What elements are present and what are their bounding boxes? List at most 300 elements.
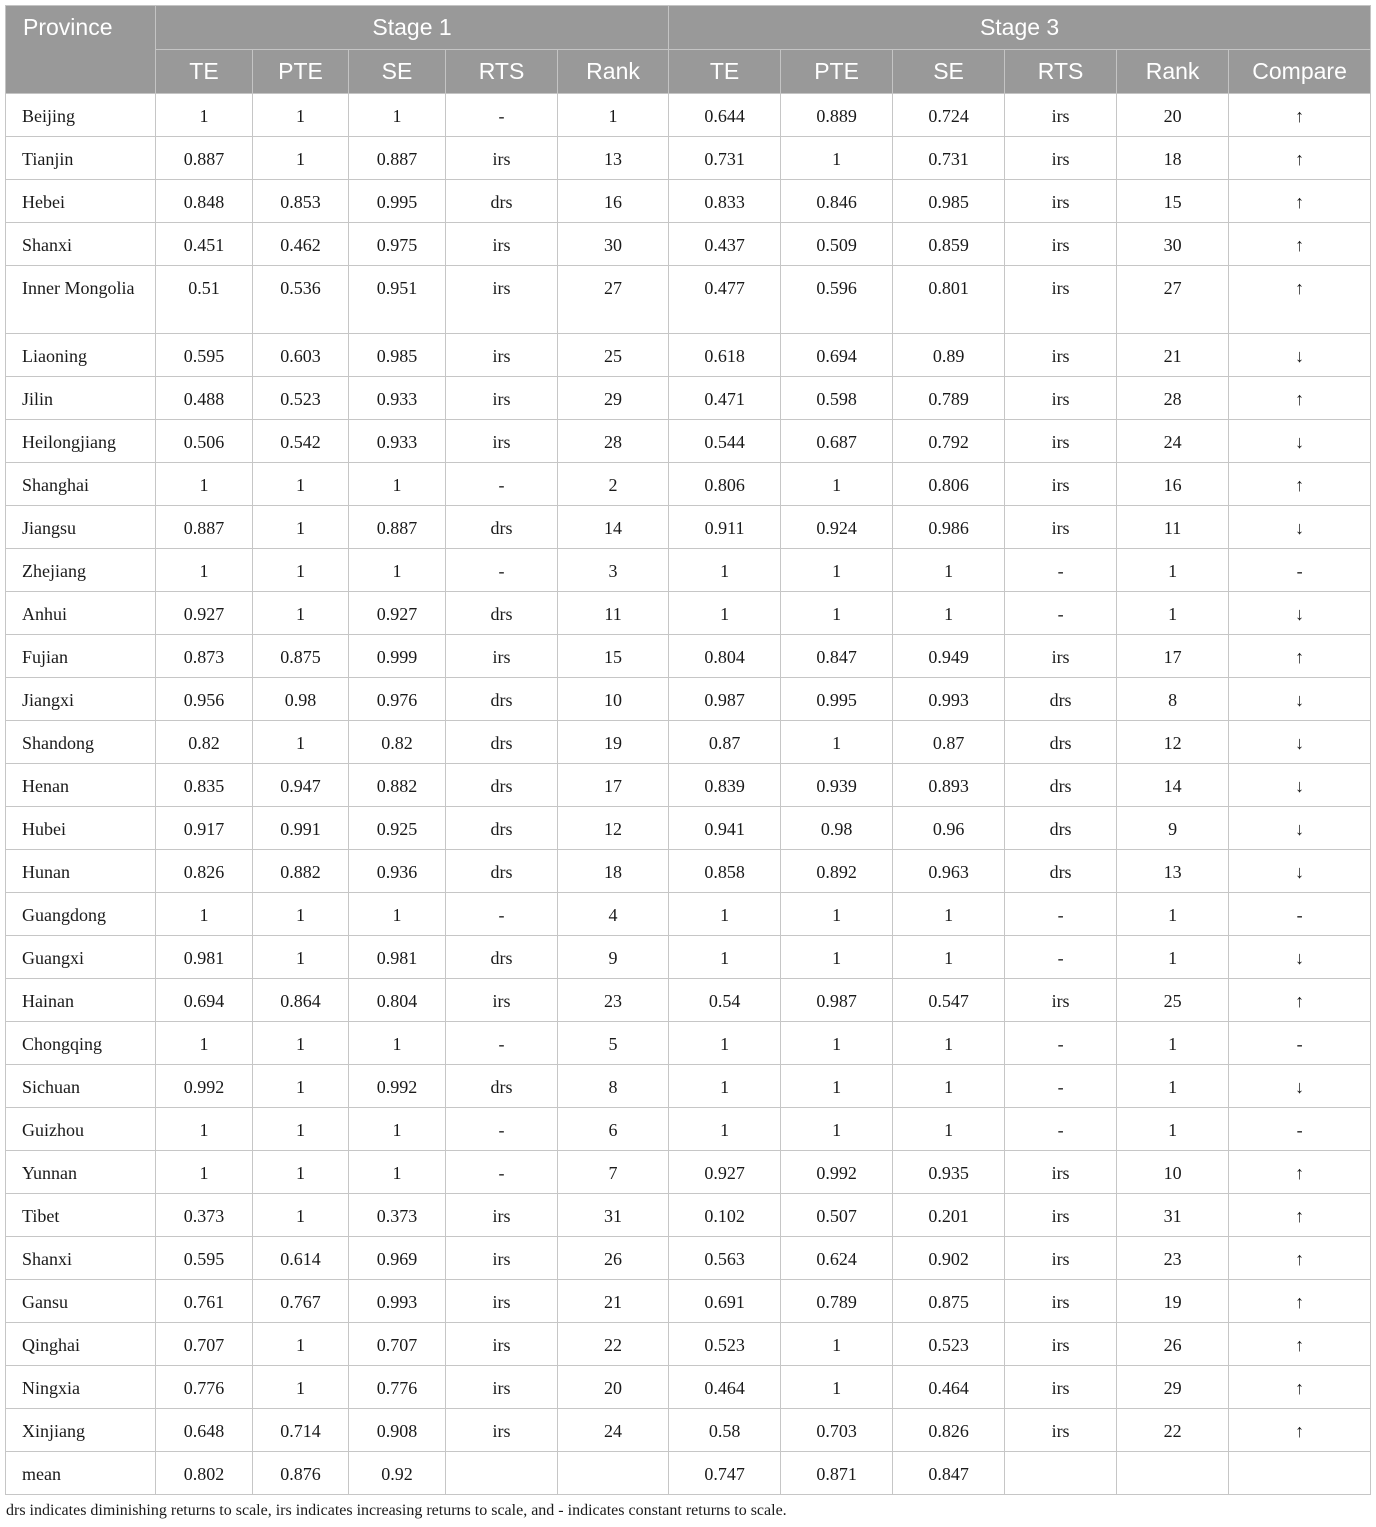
header-stage1-rts: RTS	[446, 50, 558, 94]
cell-province: Xinjiang	[6, 1409, 156, 1452]
cell-compare: ↓	[1229, 678, 1371, 721]
cell-stage1-rank: 12	[558, 807, 669, 850]
cell-stage3-rts: -	[1005, 1022, 1117, 1065]
cell-stage1-pte: 1	[253, 506, 349, 549]
cell-stage3-rts: irs	[1005, 1366, 1117, 1409]
cell-stage3-rts: irs	[1005, 377, 1117, 420]
table-row	[6, 377, 1371, 420]
cell-stage3-rank: 1	[1117, 1108, 1229, 1151]
cell-stage3-pte: 0.889	[781, 94, 893, 137]
cell-stage3-rts: irs	[1005, 137, 1117, 180]
header-compare: Compare	[1229, 50, 1371, 94]
cell-stage3-te: 0.563	[669, 1237, 781, 1280]
cell-compare: ↓	[1229, 506, 1371, 549]
cell-stage1-se: 0.933	[349, 377, 446, 420]
cell-stage3-pte: 1	[781, 721, 893, 764]
table-row	[6, 1194, 1371, 1237]
table-row	[6, 506, 1371, 549]
cell-province: Liaoning	[6, 334, 156, 377]
cell-stage1-rts: -	[446, 893, 558, 936]
cell-stage1-te: 0.373	[156, 1194, 253, 1237]
cell-stage1-pte: 0.882	[253, 850, 349, 893]
cell-stage3-rank: 1	[1117, 549, 1229, 592]
cell-stage1-pte: 0.767	[253, 1280, 349, 1323]
cell-stage3-rts: drs	[1005, 807, 1117, 850]
cell-province: Sichuan	[6, 1065, 156, 1108]
cell-stage1-rts: irs	[446, 223, 558, 266]
header-stage1-se: SE	[349, 50, 446, 94]
table-row	[6, 266, 1371, 334]
cell-stage3-pte: 1	[781, 1022, 893, 1065]
cell-stage3-rts: -	[1005, 1065, 1117, 1108]
cell-stage3-se: 0.201	[893, 1194, 1005, 1237]
cell-stage3-te: 0.54	[669, 979, 781, 1022]
cell-stage3-te: 0.806	[669, 463, 781, 506]
cell-stage3-se: 0.801	[893, 266, 1005, 334]
cell-stage1-te: 0.451	[156, 223, 253, 266]
cell-stage3-rts: -	[1005, 936, 1117, 979]
table-row	[6, 979, 1371, 1022]
cell-stage3-se: 1	[893, 1108, 1005, 1151]
cell-stage1-se: 1	[349, 94, 446, 137]
cell-stage3-se: 0.893	[893, 764, 1005, 807]
table-row	[6, 1452, 1371, 1495]
cell-stage1-se: 0.951	[349, 266, 446, 334]
cell-stage1-rank: 19	[558, 721, 669, 764]
header-stage1-rank: Rank	[558, 50, 669, 94]
cell-province: Anhui	[6, 592, 156, 635]
cell-stage3-se: 1	[893, 1022, 1005, 1065]
cell-stage1-rts: irs	[446, 137, 558, 180]
cell-compare: ↓	[1229, 592, 1371, 635]
cell-stage1-rts: -	[446, 549, 558, 592]
cell-stage3-rts: irs	[1005, 979, 1117, 1022]
cell-stage1-pte: 0.603	[253, 334, 349, 377]
cell-stage3-se: 0.875	[893, 1280, 1005, 1323]
cell-stage3-rts: drs	[1005, 678, 1117, 721]
cell-stage1-te: 0.956	[156, 678, 253, 721]
cell-stage3-rts: irs	[1005, 94, 1117, 137]
cell-stage3-se: 0.547	[893, 979, 1005, 1022]
cell-compare: ↓	[1229, 1065, 1371, 1108]
cell-province: Qinghai	[6, 1323, 156, 1366]
cell-stage3-pte: 0.596	[781, 266, 893, 334]
header-stage3-pte: PTE	[781, 50, 893, 94]
cell-stage3-pte: 0.939	[781, 764, 893, 807]
cell-stage1-rts: irs	[446, 635, 558, 678]
cell-stage3-rts: -	[1005, 549, 1117, 592]
cell-stage3-rank: 20	[1117, 94, 1229, 137]
cell-compare: ↑	[1229, 94, 1371, 137]
cell-stage3-pte: 1	[781, 592, 893, 635]
cell-stage3-pte: 0.892	[781, 850, 893, 893]
cell-province: Ningxia	[6, 1366, 156, 1409]
cell-stage3-rank: 1	[1117, 936, 1229, 979]
cell-stage3-rts: irs	[1005, 1237, 1117, 1280]
cell-stage1-rank: 5	[558, 1022, 669, 1065]
cell-stage1-se: 0.999	[349, 635, 446, 678]
cell-stage1-rank: 23	[558, 979, 669, 1022]
cell-stage3-se: 0.963	[893, 850, 1005, 893]
cell-province: Shanxi	[6, 223, 156, 266]
cell-stage1-te: 0.776	[156, 1366, 253, 1409]
cell-stage3-te: 0.839	[669, 764, 781, 807]
cell-stage1-rank: 24	[558, 1409, 669, 1452]
cell-stage1-pte: 1	[253, 1194, 349, 1237]
cell-stage1-te: 0.707	[156, 1323, 253, 1366]
cell-stage1-rank: 2	[558, 463, 669, 506]
header-stage3-rts: RTS	[1005, 50, 1117, 94]
cell-compare: -	[1229, 1108, 1371, 1151]
cell-stage1-te: 0.917	[156, 807, 253, 850]
cell-stage1-te: 0.981	[156, 936, 253, 979]
header-stage1: Stage 1	[156, 6, 669, 50]
cell-stage1-se: 0.936	[349, 850, 446, 893]
cell-stage3-rank: 31	[1117, 1194, 1229, 1237]
cell-stage1-rank: 4	[558, 893, 669, 936]
cell-stage3-pte: 0.987	[781, 979, 893, 1022]
cell-stage1-se: 0.993	[349, 1280, 446, 1323]
cell-stage1-te: 0.595	[156, 1237, 253, 1280]
cell-stage3-rts: -	[1005, 1108, 1117, 1151]
cell-compare: ↑	[1229, 1280, 1371, 1323]
cell-stage1-se: 0.82	[349, 721, 446, 764]
table-row	[6, 850, 1371, 893]
cell-stage1-se: 0.908	[349, 1409, 446, 1452]
cell-stage1-te: 0.826	[156, 850, 253, 893]
cell-stage1-pte: 1	[253, 1108, 349, 1151]
cell-stage1-pte: 0.98	[253, 678, 349, 721]
cell-stage1-te: 0.82	[156, 721, 253, 764]
cell-stage3-pte: 0.507	[781, 1194, 893, 1237]
cell-stage1-te: 1	[156, 463, 253, 506]
cell-compare: ↑	[1229, 1366, 1371, 1409]
cell-stage1-pte: 0.536	[253, 266, 349, 334]
cell-stage1-pte: 1	[253, 893, 349, 936]
cell-stage3-rank: 9	[1117, 807, 1229, 850]
cell-stage1-pte: 0.947	[253, 764, 349, 807]
cell-stage1-rank: 29	[558, 377, 669, 420]
cell-stage1-te: 0.927	[156, 592, 253, 635]
cell-stage3-rank: 22	[1117, 1409, 1229, 1452]
cell-stage3-rts: irs	[1005, 420, 1117, 463]
cell-stage3-rank: 1	[1117, 1065, 1229, 1108]
cell-stage3-rank: 30	[1117, 223, 1229, 266]
table-row	[6, 94, 1371, 137]
cell-stage1-pte: 0.523	[253, 377, 349, 420]
cell-province: Chongqing	[6, 1022, 156, 1065]
cell-stage1-rank: 15	[558, 635, 669, 678]
cell-province: Beijing	[6, 94, 156, 137]
table-footnote: drs indicates diminishing returns to scale, irs indicates increasing returns to scale, and - indicates constant returns to scale.	[6, 1502, 787, 1519]
cell-province: Tianjin	[6, 137, 156, 180]
cell-stage1-se: 0.976	[349, 678, 446, 721]
cell-stage1-se: 1	[349, 1022, 446, 1065]
table-header	[6, 6, 1371, 94]
cell-stage1-rts: drs	[446, 807, 558, 850]
cell-stage3-te: 0.87	[669, 721, 781, 764]
cell-stage3-se: 0.724	[893, 94, 1005, 137]
cell-compare: ↑	[1229, 1237, 1371, 1280]
cell-stage1-rts: -	[446, 94, 558, 137]
cell-stage1-se: 0.887	[349, 137, 446, 180]
cell-stage3-te: 0.927	[669, 1151, 781, 1194]
header-stage3-rank: Rank	[1117, 50, 1229, 94]
cell-province: Guangdong	[6, 893, 156, 936]
cell-stage3-rank: 17	[1117, 635, 1229, 678]
cell-stage3-te: 0.544	[669, 420, 781, 463]
cell-stage3-rank: 8	[1117, 678, 1229, 721]
cell-stage3-te: 0.941	[669, 807, 781, 850]
cell-stage1-te: 0.506	[156, 420, 253, 463]
cell-province: Jiangsu	[6, 506, 156, 549]
cell-stage1-rank: 1	[558, 94, 669, 137]
table-row	[6, 1366, 1371, 1409]
cell-compare: ↓	[1229, 936, 1371, 979]
cell-stage1-te: 1	[156, 1108, 253, 1151]
cell-stage1-te: 1	[156, 893, 253, 936]
cell-stage1-rts: irs	[446, 1194, 558, 1237]
cell-stage3-rts: -	[1005, 592, 1117, 635]
cell-stage3-pte: 0.846	[781, 180, 893, 223]
cell-stage1-pte: 1	[253, 1065, 349, 1108]
cell-stage1-rts: drs	[446, 721, 558, 764]
cell-stage1-te: 0.835	[156, 764, 253, 807]
cell-province: Hubei	[6, 807, 156, 850]
cell-stage1-rank: 14	[558, 506, 669, 549]
cell-stage3-rts: drs	[1005, 764, 1117, 807]
cell-stage3-rts: irs	[1005, 1151, 1117, 1194]
cell-stage1-rank: 13	[558, 137, 669, 180]
cell-stage3-te: 0.102	[669, 1194, 781, 1237]
cell-stage3-se: 1	[893, 936, 1005, 979]
table-row	[6, 1022, 1371, 1065]
cell-stage3-te: 0.464	[669, 1366, 781, 1409]
cell-stage3-te: 0.471	[669, 377, 781, 420]
cell-compare: ↓	[1229, 420, 1371, 463]
cell-compare: -	[1229, 549, 1371, 592]
cell-stage3-se: 0.986	[893, 506, 1005, 549]
cell-stage1-se: 1	[349, 463, 446, 506]
cell-stage3-rts: irs	[1005, 1323, 1117, 1366]
cell-compare: ↑	[1229, 377, 1371, 420]
cell-stage1-pte: 1	[253, 463, 349, 506]
cell-stage1-rts: irs	[446, 979, 558, 1022]
cell-stage3-pte: 1	[781, 936, 893, 979]
cell-stage3-te: 0.858	[669, 850, 781, 893]
cell-stage1-se: 0.927	[349, 592, 446, 635]
cell-stage3-se: 0.789	[893, 377, 1005, 420]
cell-stage3-te: 0.691	[669, 1280, 781, 1323]
table-row	[6, 1280, 1371, 1323]
cell-province: Hainan	[6, 979, 156, 1022]
cell-stage3-pte: 1	[781, 463, 893, 506]
cell-stage1-rank: 30	[558, 223, 669, 266]
cell-stage3-rank: 13	[1117, 850, 1229, 893]
table-row	[6, 635, 1371, 678]
cell-stage3-rank: 14	[1117, 764, 1229, 807]
cell-stage3-se: 0.847	[893, 1452, 1005, 1495]
cell-stage1-rank: 17	[558, 764, 669, 807]
table-row	[6, 180, 1371, 223]
cell-stage1-rts: drs	[446, 678, 558, 721]
cell-stage3-rank: 26	[1117, 1323, 1229, 1366]
cell-stage3-rank: 24	[1117, 420, 1229, 463]
cell-stage3-pte: 1	[781, 893, 893, 936]
cell-stage1-se: 1	[349, 893, 446, 936]
cell-stage3-te: 0.644	[669, 94, 781, 137]
cell-province: Yunnan	[6, 1151, 156, 1194]
cell-stage3-te: 0.804	[669, 635, 781, 678]
cell-stage3-rank: 1	[1117, 1022, 1229, 1065]
cell-stage1-rank: 8	[558, 1065, 669, 1108]
cell-stage1-pte: 0.864	[253, 979, 349, 1022]
cell-stage3-rts: irs	[1005, 1409, 1117, 1452]
cell-stage3-se: 0.902	[893, 1237, 1005, 1280]
cell-stage3-pte: 0.992	[781, 1151, 893, 1194]
cell-stage3-rts: irs	[1005, 223, 1117, 266]
cell-stage1-rank: 28	[558, 420, 669, 463]
cell-stage1-rts: irs	[446, 377, 558, 420]
cell-stage1-te: 1	[156, 94, 253, 137]
cell-stage3-se: 0.985	[893, 180, 1005, 223]
cell-province: Heilongjiang	[6, 420, 156, 463]
cell-stage1-se: 0.776	[349, 1366, 446, 1409]
cell-stage3-rts	[1005, 1452, 1117, 1495]
cell-stage1-rank: 9	[558, 936, 669, 979]
cell-stage3-se: 0.87	[893, 721, 1005, 764]
cell-stage1-pte: 0.462	[253, 223, 349, 266]
cell-stage1-rts: irs	[446, 1366, 558, 1409]
cell-stage3-rts: drs	[1005, 721, 1117, 764]
table-row	[6, 420, 1371, 463]
cell-stage3-se: 1	[893, 1065, 1005, 1108]
cell-stage1-rank: 10	[558, 678, 669, 721]
cell-stage1-se: 0.985	[349, 334, 446, 377]
cell-stage1-pte: 0.542	[253, 420, 349, 463]
cell-stage1-pte: 1	[253, 1366, 349, 1409]
cell-stage3-te: 0.833	[669, 180, 781, 223]
cell-stage1-rts: irs	[446, 1409, 558, 1452]
cell-stage1-se: 0.975	[349, 223, 446, 266]
cell-stage1-te: 0.992	[156, 1065, 253, 1108]
table-row	[6, 334, 1371, 377]
cell-stage3-rank: 23	[1117, 1237, 1229, 1280]
cell-province: Fujian	[6, 635, 156, 678]
cell-stage3-rank: 28	[1117, 377, 1229, 420]
cell-stage3-pte: 0.924	[781, 506, 893, 549]
cell-stage3-pte: 1	[781, 1065, 893, 1108]
cell-compare: ↑	[1229, 266, 1371, 334]
cell-stage3-pte: 0.703	[781, 1409, 893, 1452]
cell-stage1-te: 0.848	[156, 180, 253, 223]
table-row	[6, 1409, 1371, 1452]
cell-stage1-pte: 0.853	[253, 180, 349, 223]
cell-stage3-rts: drs	[1005, 850, 1117, 893]
header-stage3-te: TE	[669, 50, 781, 94]
cell-stage1-rts: drs	[446, 506, 558, 549]
cell-stage3-se: 1	[893, 592, 1005, 635]
cell-stage3-se: 0.89	[893, 334, 1005, 377]
cell-stage3-se: 1	[893, 893, 1005, 936]
cell-stage1-rank: 22	[558, 1323, 669, 1366]
cell-stage3-te: 0.477	[669, 266, 781, 334]
efficiency-table	[5, 5, 1371, 1495]
cell-stage1-rts: irs	[446, 1237, 558, 1280]
cell-stage1-se: 0.887	[349, 506, 446, 549]
cell-stage3-te: 0.731	[669, 137, 781, 180]
cell-stage3-se: 0.464	[893, 1366, 1005, 1409]
cell-compare	[1229, 1452, 1371, 1495]
cell-stage1-te: 1	[156, 1022, 253, 1065]
cell-stage1-rts: drs	[446, 180, 558, 223]
table-row	[6, 592, 1371, 635]
cell-stage1-te: 0.51	[156, 266, 253, 334]
cell-stage3-rts: irs	[1005, 506, 1117, 549]
cell-stage1-rank: 6	[558, 1108, 669, 1151]
cell-stage3-rts: irs	[1005, 635, 1117, 678]
cell-stage3-pte: 0.98	[781, 807, 893, 850]
cell-stage3-se: 0.792	[893, 420, 1005, 463]
cell-stage3-te: 0.987	[669, 678, 781, 721]
cell-stage1-rts: irs	[446, 266, 558, 334]
cell-stage3-te: 1	[669, 893, 781, 936]
cell-compare: ↑	[1229, 1409, 1371, 1452]
cell-stage3-se: 0.993	[893, 678, 1005, 721]
cell-stage1-te: 1	[156, 549, 253, 592]
cell-stage1-rts: irs	[446, 1280, 558, 1323]
cell-stage3-rts: irs	[1005, 1194, 1117, 1237]
cell-stage3-pte: 1	[781, 1108, 893, 1151]
cell-stage1-rts: drs	[446, 936, 558, 979]
cell-stage3-rts: irs	[1005, 1280, 1117, 1323]
cell-stage3-pte: 0.624	[781, 1237, 893, 1280]
cell-compare: ↑	[1229, 1151, 1371, 1194]
cell-stage1-se: 0.981	[349, 936, 446, 979]
cell-stage1-rts: -	[446, 1022, 558, 1065]
cell-stage1-te: 0.648	[156, 1409, 253, 1452]
cell-stage3-rank: 16	[1117, 463, 1229, 506]
cell-compare: ↓	[1229, 807, 1371, 850]
cell-stage3-pte: 0.598	[781, 377, 893, 420]
cell-compare: ↑	[1229, 180, 1371, 223]
cell-stage3-pte: 0.694	[781, 334, 893, 377]
cell-stage3-se: 0.523	[893, 1323, 1005, 1366]
cell-stage3-se: 1	[893, 549, 1005, 592]
cell-stage1-pte: 1	[253, 1323, 349, 1366]
table-row	[6, 1065, 1371, 1108]
cell-stage3-rank: 15	[1117, 180, 1229, 223]
cell-stage1-rts: -	[446, 1108, 558, 1151]
cell-stage1-se: 1	[349, 549, 446, 592]
cell-stage3-te: 0.911	[669, 506, 781, 549]
cell-compare: ↑	[1229, 223, 1371, 266]
cell-compare: ↓	[1229, 334, 1371, 377]
header-province: Province	[6, 6, 156, 94]
cell-stage3-se: 0.935	[893, 1151, 1005, 1194]
table-row	[6, 463, 1371, 506]
cell-stage3-rank: 19	[1117, 1280, 1229, 1323]
cell-stage3-te: 0.523	[669, 1323, 781, 1366]
cell-stage3-rank: 18	[1117, 137, 1229, 180]
header-row-columns	[6, 50, 1371, 94]
cell-stage1-rts: irs	[446, 334, 558, 377]
cell-province: Jiangxi	[6, 678, 156, 721]
cell-stage3-te: 0.437	[669, 223, 781, 266]
cell-province: Hunan	[6, 850, 156, 893]
cell-province: Gansu	[6, 1280, 156, 1323]
cell-stage1-pte: 0.875	[253, 635, 349, 678]
